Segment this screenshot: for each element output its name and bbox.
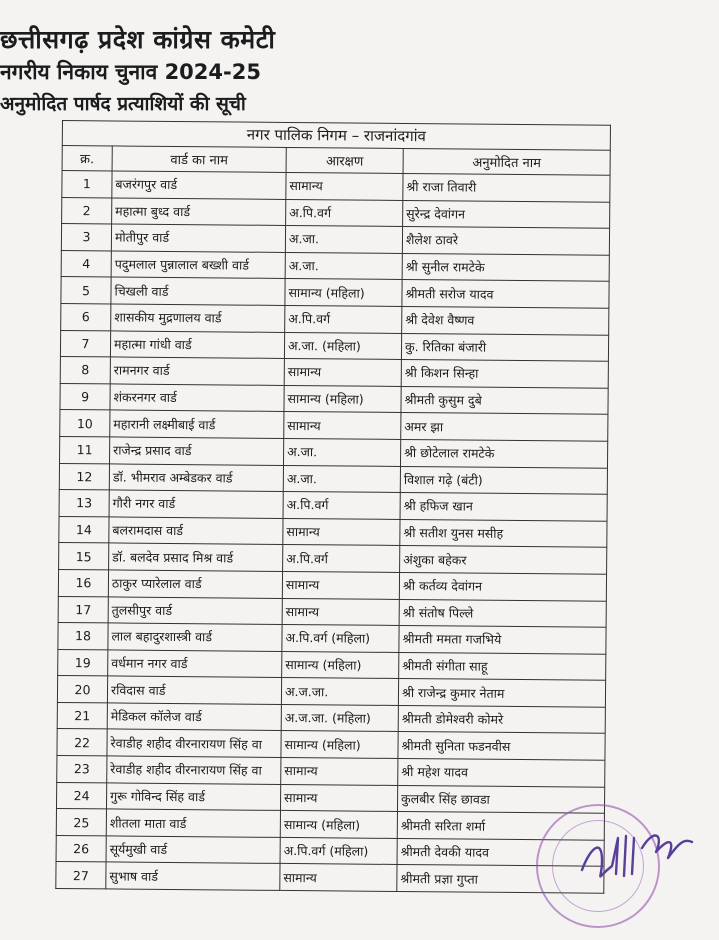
row-candidate-name: श्रीमती संगीता साहू <box>399 652 606 680</box>
org-title: छत्तीसगढ़ प्रदेश कांग्रेस कमेटी <box>0 25 276 54</box>
row-candidate-name: श्रीमती देवकी यादव <box>397 838 604 866</box>
corporation-name: नगर पालिक निगम – राजनांदगांव <box>62 121 610 151</box>
row-ward-name: रेवाडीह शहीद वीरनारायण सिंह वा <box>107 756 281 784</box>
row-serial: 3 <box>61 224 111 251</box>
row-reservation: सामान्य <box>280 784 397 812</box>
column-header-candidate: अनुमोदित नाम <box>403 148 610 175</box>
row-candidate-name: श्रीमती प्रज्ञा गुप्ता <box>397 865 604 893</box>
row-serial: 14 <box>59 516 109 543</box>
row-reservation: अ.जा. <box>285 252 402 280</box>
row-candidate-name: श्री हफिज खान <box>400 493 607 521</box>
row-serial: 27 <box>56 862 106 889</box>
row-ward-name: डॉ. भीमराव अम्बेडकर वार्ड <box>109 463 283 491</box>
row-reservation: अ.जा. <box>285 226 402 254</box>
row-reservation: अ.जा. <box>283 438 400 466</box>
row-ward-name: मोतीपुर वार्ड <box>111 224 285 252</box>
row-candidate-name: श्री संतोष पिल्ले <box>399 599 606 627</box>
row-ward-name: ठाकुर प्यारेलाल वार्ड <box>108 570 282 598</box>
row-serial: 12 <box>59 463 109 490</box>
row-serial: 9 <box>60 383 110 410</box>
row-serial: 1 <box>62 171 112 198</box>
row-reservation: सामान्य <box>282 571 399 599</box>
row-serial: 13 <box>59 490 109 517</box>
row-serial: 21 <box>57 702 107 729</box>
row-serial: 2 <box>62 197 112 224</box>
row-reservation: अ.पि.वर्ग <box>283 545 400 573</box>
row-ward-name: महात्मा बुध्द वार्ड <box>112 198 286 226</box>
row-serial: 24 <box>56 782 106 809</box>
row-serial: 17 <box>58 596 108 623</box>
row-candidate-name: श्रीमती कुसुम दुबे <box>401 386 608 414</box>
election-title: नगरीय निकाय चुनाव 2024-25 <box>0 60 261 84</box>
row-reservation: अ.पि.वर्ग (महिला) <box>282 625 399 653</box>
signature-mark <box>572 808 702 888</box>
row-candidate-name: कुलबीर सिंह छावडा <box>397 785 604 813</box>
row-ward-name: रविदास वार्ड <box>107 676 281 704</box>
row-reservation: अ.जा. <box>283 465 400 493</box>
row-reservation: अ.पि.वर्ग <box>286 199 403 227</box>
row-ward-name: चिखली वार्ड <box>111 277 285 305</box>
row-reservation: सामान्य (महिला) <box>285 279 402 307</box>
row-candidate-name: श्री सुनील रामटेके <box>402 253 609 281</box>
row-serial: 16 <box>58 569 108 596</box>
row-serial: 20 <box>57 676 107 703</box>
row-reservation: सामान्य <box>280 864 397 892</box>
row-ward-name: रेवाडीह शहीद वीरनारायण सिंह वा <box>107 729 281 757</box>
row-reservation: अ.जा. (महिला) <box>284 332 401 360</box>
column-header-ward: वार्ड का नाम <box>112 146 286 173</box>
row-candidate-name: श्री किशन सिन्हा <box>401 360 608 388</box>
row-ward-name: सुभाष वार्ड <box>106 862 280 890</box>
row-candidate-name: अमर झा <box>401 413 608 441</box>
row-candidate-name: अंशुका बहेकर <box>400 546 607 574</box>
row-reservation: सामान्य <box>284 412 401 440</box>
row-candidate-name: श्रीमती ममता गजभिये <box>399 626 606 654</box>
row-ward-name: महात्मा गांधी वार्ड <box>110 330 284 358</box>
row-ward-name: रामनगर वार्ड <box>110 357 284 385</box>
row-serial: 19 <box>58 649 108 676</box>
row-reservation: सामान्य (महिला) <box>284 385 401 413</box>
row-candidate-name: श्रीमती सरोज यादव <box>402 280 609 308</box>
row-reservation: सामान्य <box>284 359 401 387</box>
row-ward-name: बजरंगपुर वार्ड <box>112 171 286 199</box>
row-ward-name: डॉ. बलदेव प्रसाद मिश्र वार्ड <box>109 543 283 571</box>
row-candidate-name: विशाल गढ़े (बंटी) <box>400 466 607 494</box>
row-reservation: सामान्य (महिला) <box>280 811 397 839</box>
row-candidate-name: श्री देवेश वैष्णव <box>402 306 609 334</box>
row-serial: 22 <box>57 729 107 756</box>
row-ward-name: शंकरनगर वार्ड <box>110 384 284 412</box>
row-candidate-name: श्री सतीश युनस मसीह <box>400 519 607 547</box>
row-candidate-name: श्रीमती सुनिता फडनवीस <box>398 732 605 760</box>
candidate-table-container <box>55 120 610 894</box>
row-serial: 10 <box>60 410 110 437</box>
row-candidate-name: शैलेश ठावरे <box>402 227 609 255</box>
row-reservation: सामान्य <box>281 757 398 785</box>
row-ward-name: तुलसीपुर वार्ड <box>108 596 282 624</box>
row-reservation: अ.ज.जा. (महिला) <box>281 704 398 732</box>
row-serial: 11 <box>60 436 110 463</box>
row-ward-name: गुरू गोविन्द सिंह वार्ड <box>106 783 280 811</box>
row-serial: 6 <box>61 303 111 330</box>
row-ward-name: पदुमलाल पुन्नालाल बख्शी वार्ड <box>111 251 285 279</box>
row-candidate-name: कु. रितिका बंजारी <box>401 333 608 361</box>
row-serial: 18 <box>58 623 108 650</box>
row-candidate-name: श्री छोटेलाल रामटेके <box>400 439 607 467</box>
row-ward-name: लाल बहादुरशास्त्री वार्ड <box>108 623 282 651</box>
row-ward-name: राजेन्द्र प्रसाद वार्ड <box>110 437 284 465</box>
row-serial: 26 <box>56 835 106 862</box>
row-serial: 4 <box>61 250 111 277</box>
row-reservation: सामान्य (महिला) <box>281 731 398 759</box>
row-serial: 15 <box>59 543 109 570</box>
row-reservation: सामान्य <box>282 598 399 626</box>
table-row <box>56 862 604 893</box>
candidate-table <box>55 120 611 894</box>
row-reservation: सामान्य (महिला) <box>282 651 399 679</box>
row-reservation: सामान्य <box>286 172 403 200</box>
column-header-reservation: आरक्षण <box>286 147 403 173</box>
row-serial: 5 <box>61 277 111 304</box>
row-ward-name: शीतला माता वार्ड <box>106 809 280 837</box>
row-ward-name: महारानी लक्ष्मीबाई वार्ड <box>110 410 284 438</box>
row-candidate-name: श्री कर्तव्य देवांगन <box>399 572 606 600</box>
row-candidate-name: श्री महेश यादव <box>398 759 605 787</box>
row-ward-name: वर्धमान नगर वार्ड <box>108 650 282 678</box>
row-candidate-name: श्री राजेन्द्र कुमार नेताम <box>398 679 605 707</box>
row-candidate-name: श्रीमती सरिता शर्मा <box>397 812 604 840</box>
row-serial: 7 <box>60 330 110 357</box>
row-reservation: अ.पि.वर्ग (महिला) <box>280 837 397 865</box>
row-candidate-name: श्री राजा तिवारी <box>403 173 610 201</box>
row-serial: 25 <box>56 809 106 836</box>
row-candidate-name: श्रीमती डोमेश्वरी कोमरे <box>398 705 605 733</box>
table-body <box>56 171 610 894</box>
row-ward-name: शासकीय मुद्रणालय वार्ड <box>111 304 285 332</box>
row-ward-name: सूर्यमुखी वार्ड <box>106 836 280 864</box>
column-header-sr: क्र. <box>62 146 112 171</box>
row-ward-name: गौरी नगर वार्ड <box>109 490 283 518</box>
list-title: अनुमोदित पार्षद प्रत्याशियों की सूची <box>0 93 246 115</box>
row-reservation: सामान्य <box>283 518 400 546</box>
row-reservation: अ.ज.जा. <box>281 678 398 706</box>
row-serial: 8 <box>60 357 110 384</box>
row-ward-name: मेडिकल कॉलेज वार्ड <box>107 703 281 731</box>
row-serial: 23 <box>57 756 107 783</box>
row-ward-name: बलरामदास वार्ड <box>109 517 283 545</box>
row-reservation: अ.पि.वर्ग <box>283 492 400 520</box>
row-reservation: अ.पि.वर्ग <box>285 305 402 333</box>
row-candidate-name: सुरेन्द्र देवांगन <box>403 200 610 228</box>
